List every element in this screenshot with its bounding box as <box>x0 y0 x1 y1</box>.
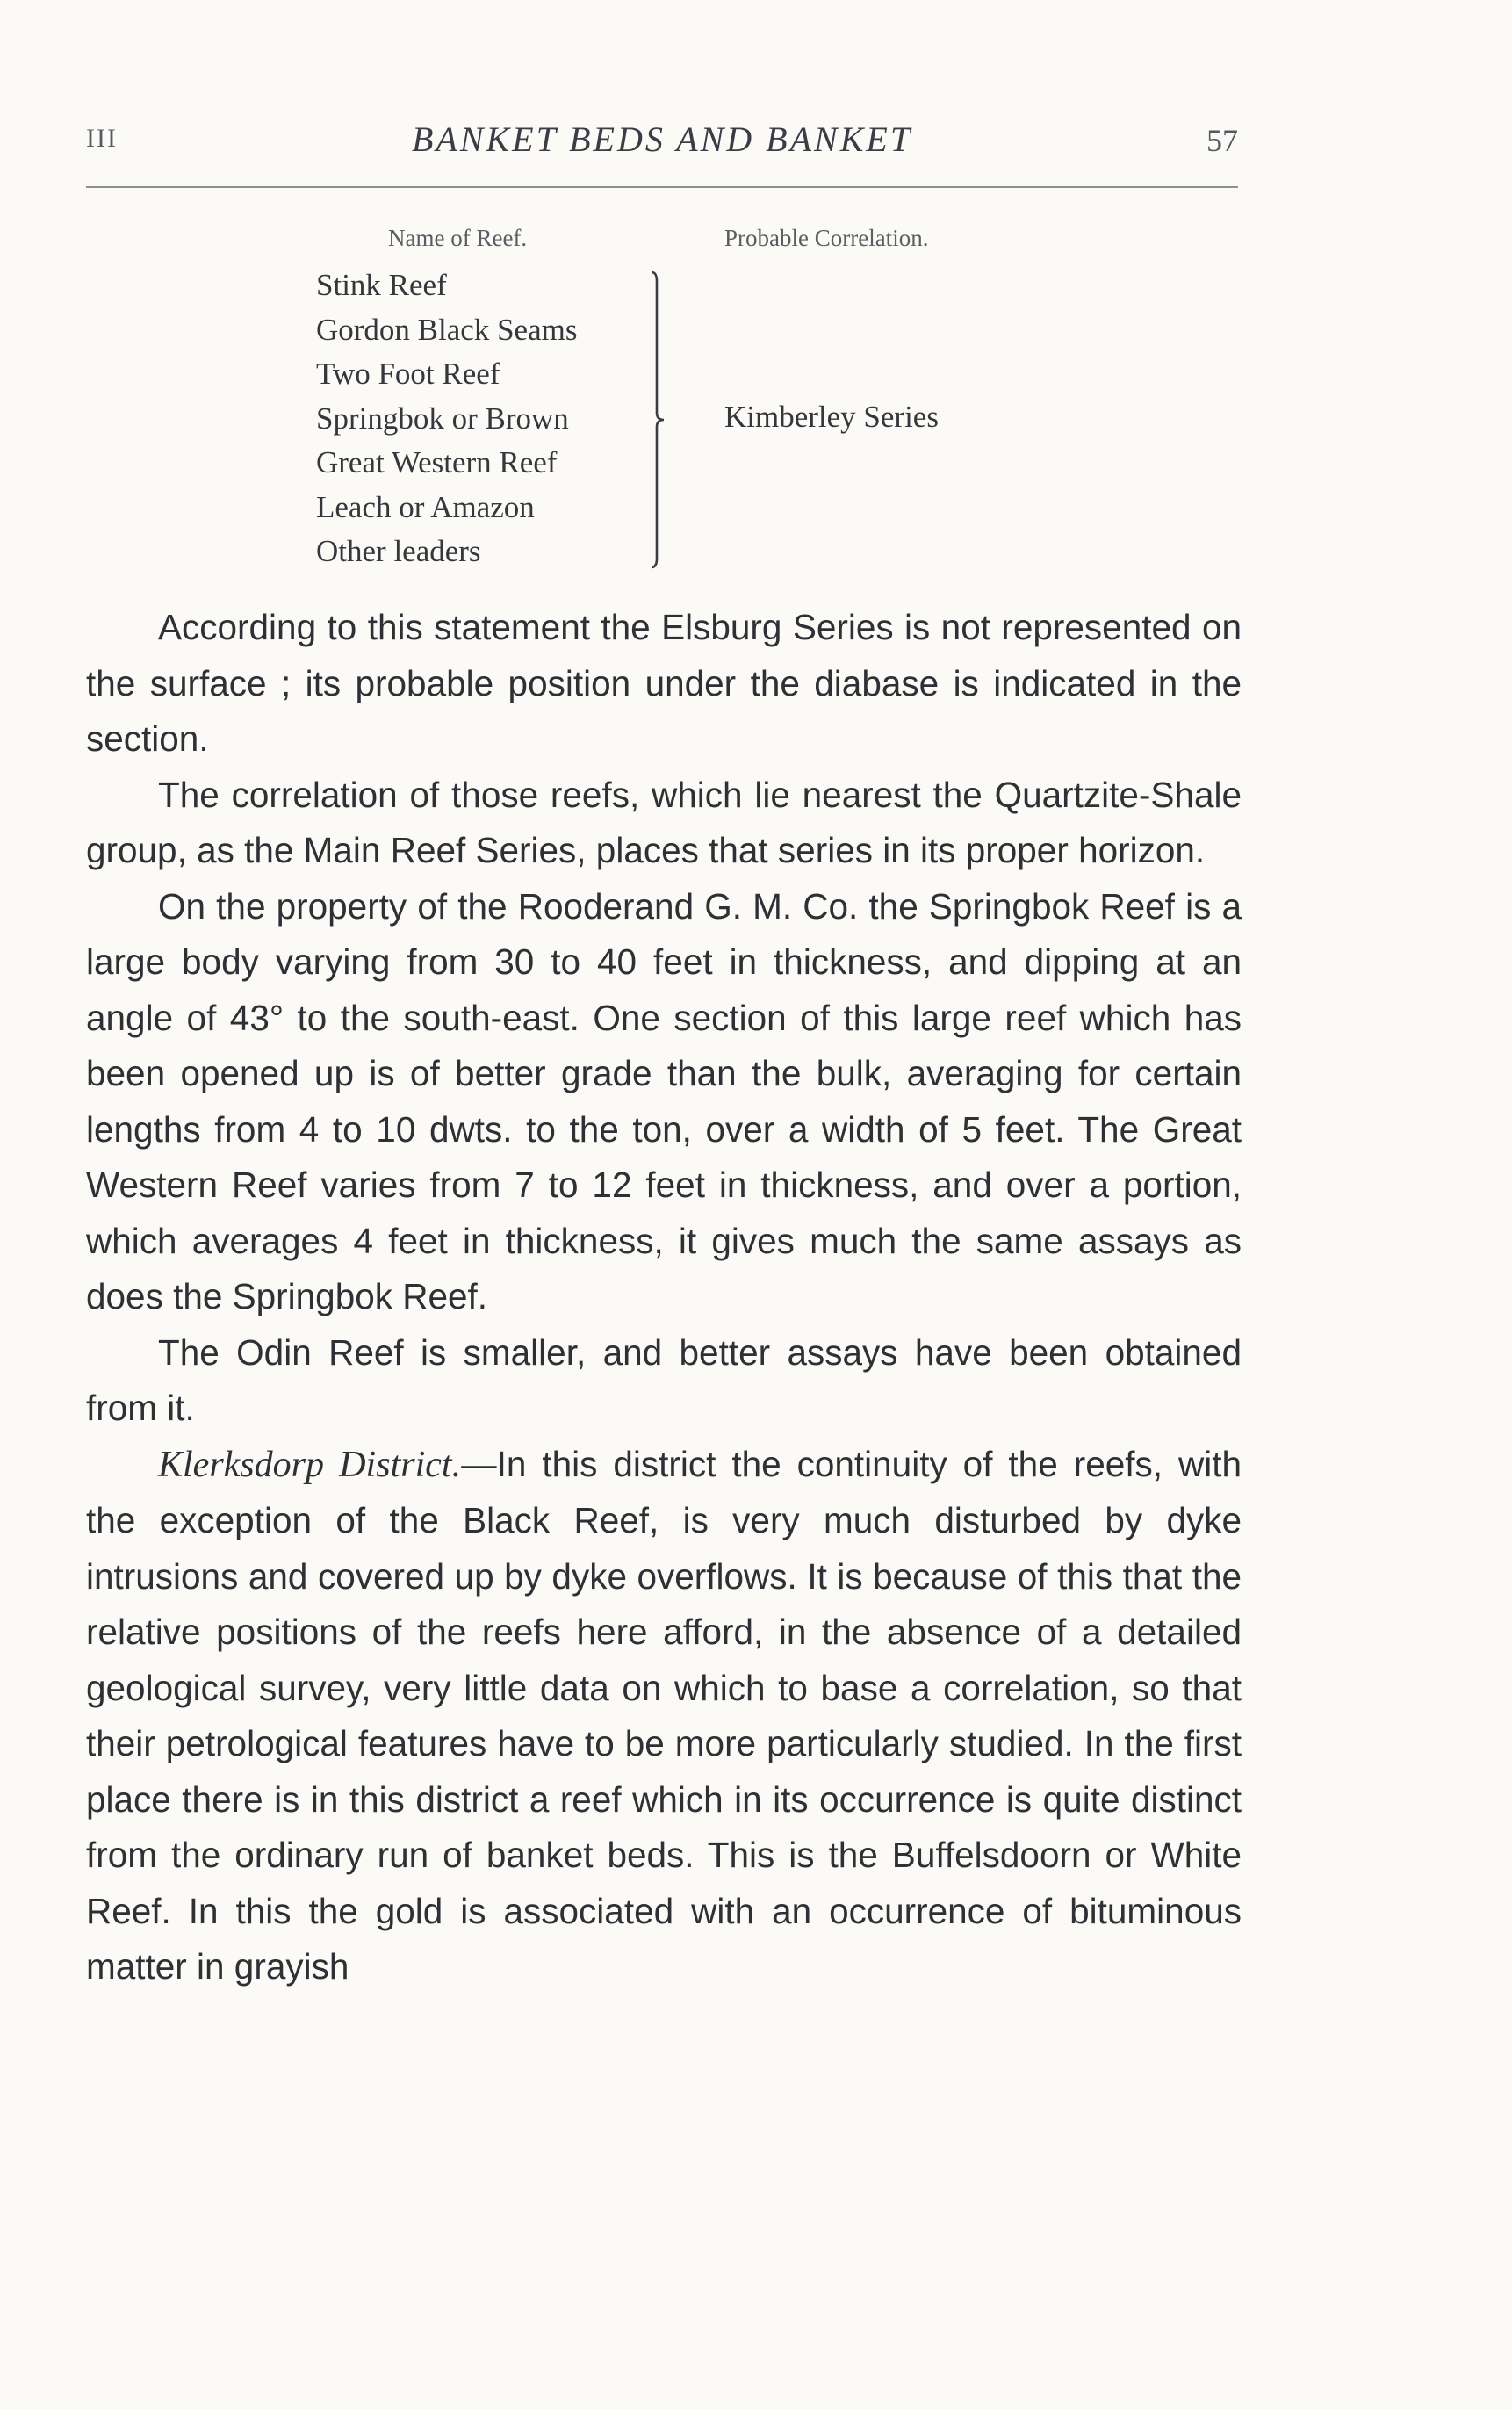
paragraph <box>86 1437 1242 1995</box>
list-item: Great Western Reef <box>316 445 558 480</box>
list-item: Leach or Amazon <box>316 489 535 524</box>
curly-brace-icon <box>650 270 685 569</box>
correlation-value: Kimberley Series <box>724 400 939 434</box>
header-rule <box>86 186 1238 188</box>
column-header-reef-name: Name of Reef. <box>388 225 528 251</box>
body-text <box>86 600 1242 1995</box>
list-item: Springbok or Brown <box>316 400 569 436</box>
chapter-number: III <box>86 124 118 153</box>
paragraph: On the property of the Rooderand G. M. Co. the Springbok Reef is a large body varying from 30 to 40 feet in thickness, and dipping at an angle of 43° to the south-east. One section of this large reef which has been opened up is of better grade than the bulk, averaging for certain lengths from 4 to 10 dwts. to the ton, over a width of 5 feet. The Great Western Reef varies from 7 to 12 feet in thickness, and over a portion, which averages 4 feet in thickness, it gives much the same assays as does the Springbok Reef. <box>86 885 1242 1316</box>
running-head <box>86 119 1238 171</box>
paragraph: According to this statement the Elsburg Series is not represented on the surface ; its probable position under the diabase is indicated in the section. <box>86 607 1242 759</box>
list-item: Gordon Black Seams <box>316 312 578 347</box>
reef-name-list <box>316 263 577 574</box>
paragraph-text: —In this district the continuity of the reefs, with the exception of the Black Reef, is very much disturbed by dyke intrusions and covered up by dyke overflows. It is because of this that the relative positions of the reefs here afford, in the absence of a detailed geological survey, very little data on which to base a correlation, so that their petrological features have to be more particularly studied. In the first place there is in this district a reef which in its occurrence is quite distinct from the ordinary run of banket beds. This is the Buffelsdoorn or White Reef. In this the gold is associated with an occurrence of bituminous matter in grayish <box>86 1443 1242 1987</box>
section-heading: Klerksdorp District. <box>158 1444 462 1485</box>
list-item: Two Foot Reef <box>316 357 500 391</box>
paragraph: The Odin Reef is smaller, and better assays have been obtained from it. <box>86 1331 1242 1428</box>
list-item: Other leaders <box>316 534 481 568</box>
running-title: BANKET BEDS AND BANKET <box>411 119 913 159</box>
reef-correlation-table <box>316 220 1071 571</box>
column-header-correlation: Probable Correlation. <box>724 225 929 251</box>
paragraph: The correlation of those reefs, which lie nearest the Quartzite-Shale group, as the Main Reef Series, places that series in its proper horizon. <box>86 774 1242 870</box>
page-number: 57 <box>1206 123 1238 158</box>
list-item: Stink Reef <box>316 268 447 302</box>
